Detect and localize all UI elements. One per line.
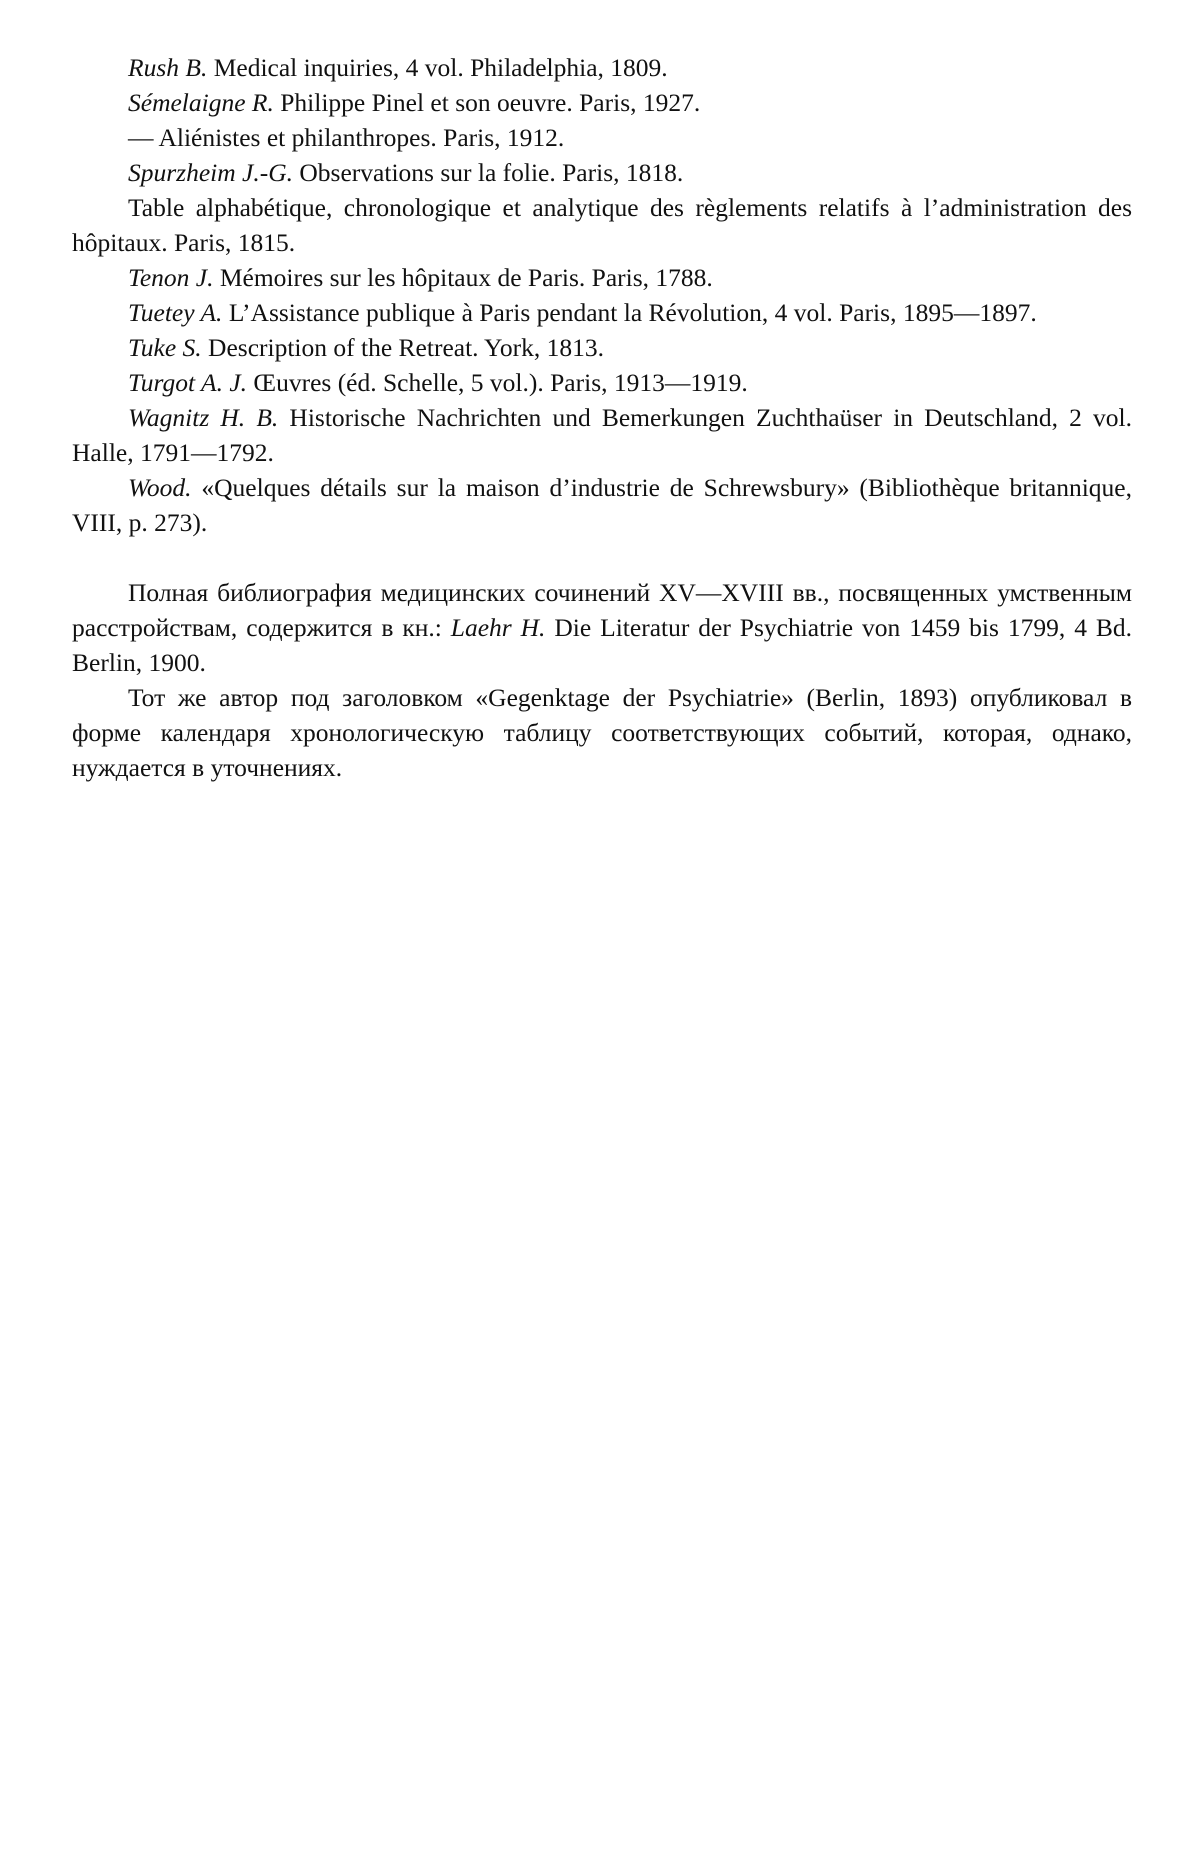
bibliography-entry [72,120,1132,155]
bibliography-entry [72,400,1132,470]
entry-author: Rush B. [128,53,208,82]
bibliography-entry [72,470,1132,540]
note-text: Die Literatur der Psychiatrie von 1459 bis 1799, 4 Bd. Berlin, 1900. [72,613,1133,677]
bibliography-entry [72,85,1132,120]
note-paragraph [72,680,1132,785]
entry-text: Œuvres (éd. Schelle, 5 vol.). Paris, 1913—1919. [247,368,748,397]
entry-text: Observations sur la folie. Paris, 1818. [293,158,684,187]
bibliography-entry [72,295,1132,330]
note-author: Laehr H. [450,613,546,642]
bibliography-entry [72,260,1132,295]
entry-text: «Quelques détails sur la maison d’industrie de Schrewsbury» (Bibliothèque britannique, VIII, p. 273). [72,473,1132,537]
bibliography-entry [72,50,1132,85]
entry-author: Spurzheim J.-G. [128,158,294,187]
entry-author: Turgot A. J. [128,368,248,397]
entry-text: Table alphabétique, chronologique et analytique des règlements relatifs à l’administration des hôpitaux. Paris, 1815. [72,193,1132,257]
entry-author: Wood. [128,473,192,502]
bibliography-entry [72,155,1132,190]
notes-section [72,575,1132,785]
note-paragraph [72,575,1132,680]
document-page [72,50,1132,785]
note-text: Тот же автор под заголовком «Gegenktage der Psychiatrie» (Berlin, 1893) опубликовал в форме календаря хронологическую таблицу соответствующих событий, которая, однако, нуждается в уточнениях. [72,683,1132,782]
entry-text: Philippe Pinel et son oeuvre. Paris, 1927. [273,88,701,117]
bibliography-entry [72,365,1132,400]
entry-author: Wagnitz H. B. [128,403,279,432]
bibliography-entry [72,330,1132,365]
bibliography-list [72,50,1132,540]
entry-text: L’Assistance publique à Paris pendant la Révolution, 4 vol. Paris, 1895—1897. [222,298,1037,327]
entry-text: — Aliénistes et philanthropes. Paris, 1912. [128,123,565,152]
entry-text: Medical inquiries, 4 vol. Philadelphia, 1809. [207,53,668,82]
entry-text: Description of the Retreat. York, 1813. [201,333,604,362]
entry-text: Mémoires sur les hôpitaux de Paris. Paris, 1788. [213,263,713,292]
entry-author: Tuke S. [128,333,202,362]
entry-text: Historische Nachrichten und Bemerkungen Zuchthaüser in Deutschland, 2 vol. Halle, 1791—1792. [72,403,1132,467]
entry-author: Sémelaigne R. [128,88,274,117]
entry-author: Tenon J. [128,263,214,292]
bibliography-entry [72,190,1132,260]
note-text: Полная библиография медицинских сочинений XV—XVIII вв., посвященных умственным расстройствам, содержится в кн.: [72,578,1132,642]
entry-author: Tuetey A. [128,298,223,327]
